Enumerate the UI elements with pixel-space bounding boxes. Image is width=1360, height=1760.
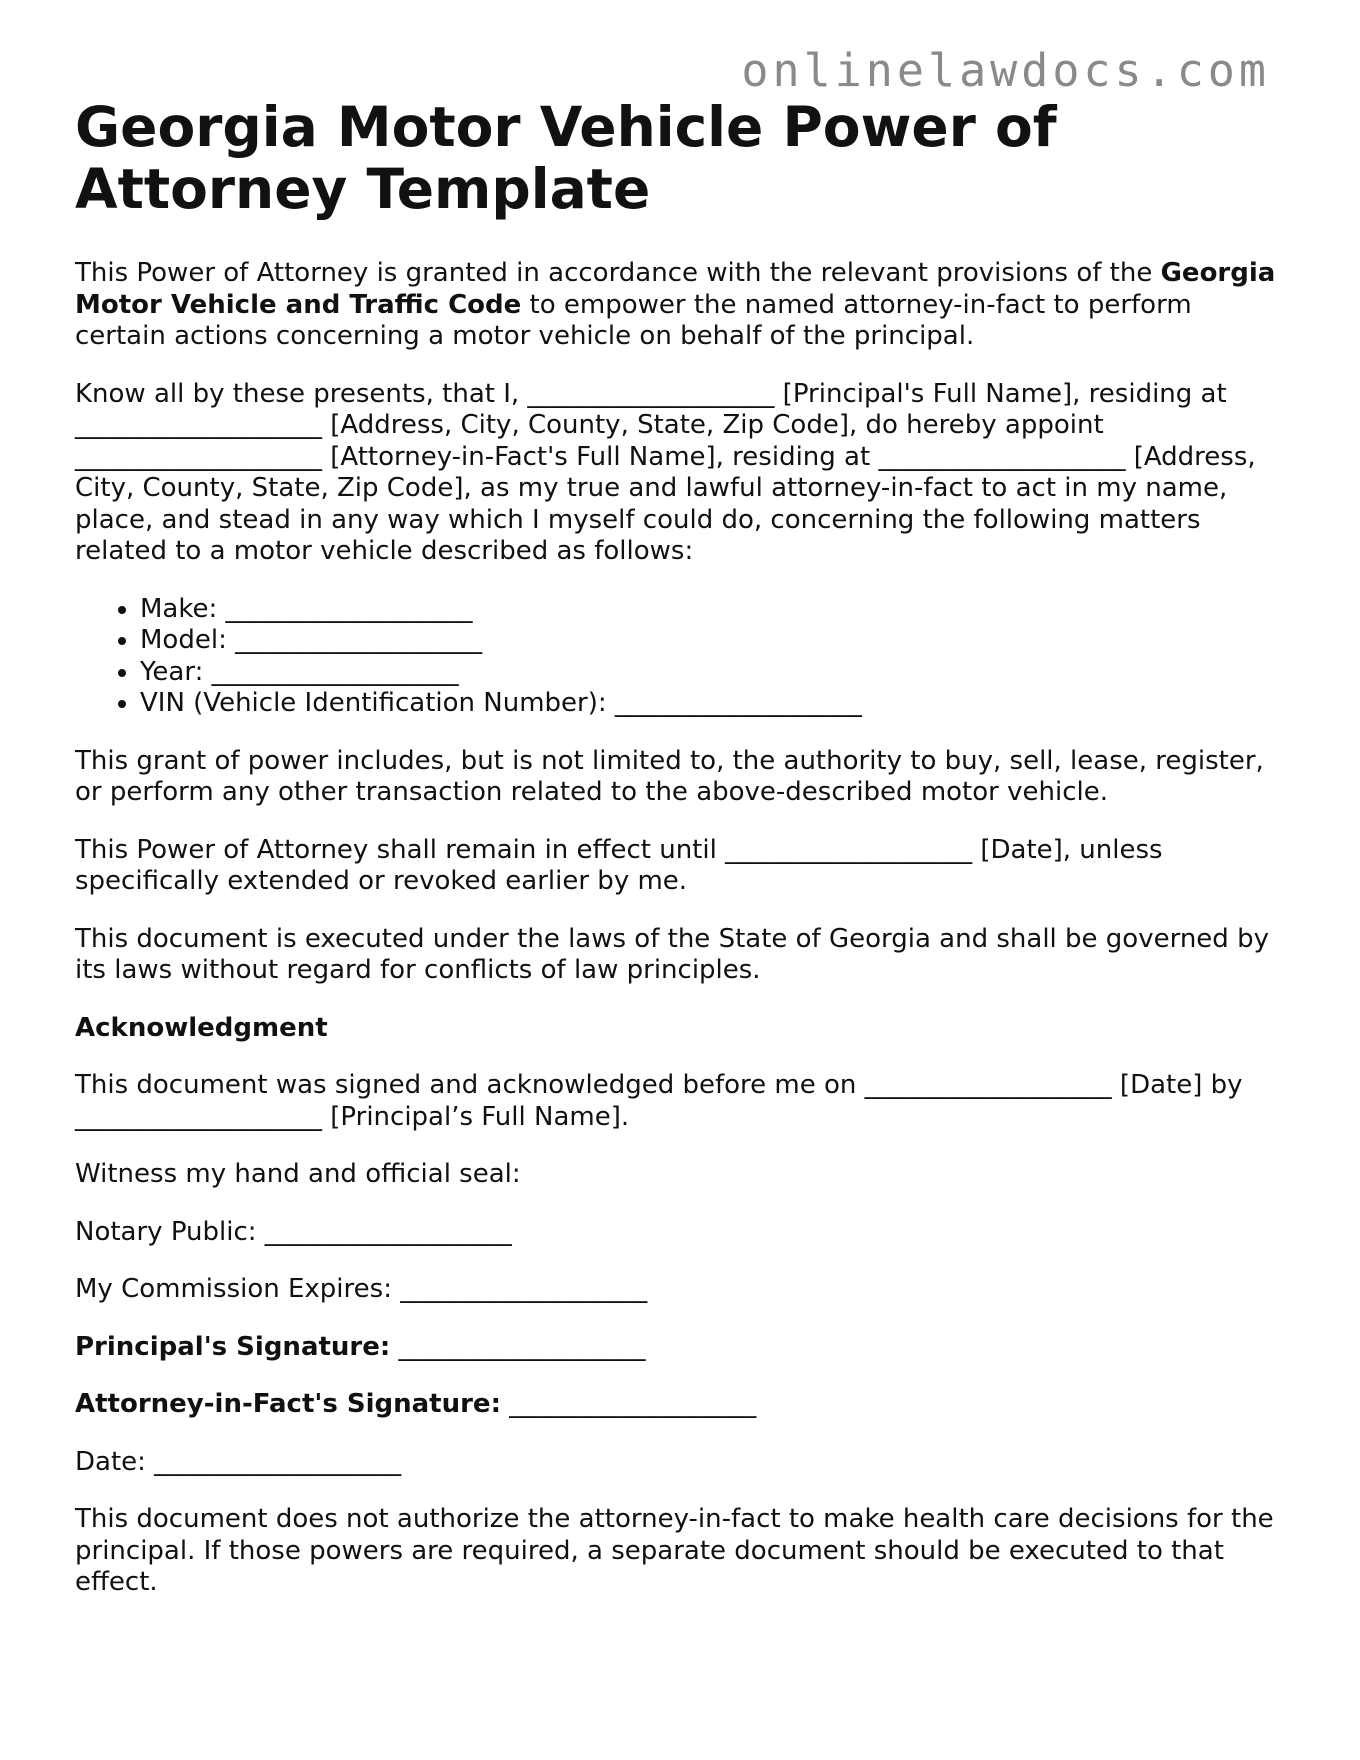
duration-text-1: This Power of Attorney shall remain in effect until	[75, 834, 726, 865]
vin-blank[interactable]: ___________________	[614, 688, 862, 718]
watermark: onlinelawdocs.com	[741, 44, 1270, 97]
code-name: Georgia Motor Vehicle and Traffic Code	[75, 258, 1276, 320]
intro-text-1: This Power of Attorney is granted in accordance with the relevant provisions of the	[75, 258, 1161, 288]
appointment-text-1: Know all by these presents, that I,	[75, 378, 528, 409]
commission-label: My Commission Expires:	[75, 1274, 401, 1304]
notary-line	[75, 1217, 1285, 1249]
attorney-signature-line	[75, 1389, 1285, 1421]
governing-law-paragraph: This document is executed under the laws of the State of Georgia and shall be governed by its laws without regard for conflicts of law principles.	[75, 923, 1269, 985]
list-item	[140, 688, 1285, 720]
make-label: Make:	[140, 593, 226, 624]
principal-name-blank[interactable]: ___________________	[527, 378, 775, 409]
ack-date-blank[interactable]: ___________________	[864, 1070, 1112, 1100]
acknowledgment-paragraph	[75, 1070, 1285, 1133]
appointment-text-2: [Principal's Full Name], residing at	[774, 378, 1227, 409]
vehicle-details-list	[75, 594, 1285, 720]
witness-line: Witness my hand and official seal:	[75, 1159, 521, 1189]
model-label: Model:	[140, 625, 236, 655]
principal-address-blank[interactable]: ___________________	[75, 410, 322, 440]
duration-paragraph	[75, 835, 1285, 898]
vin-label: VIN (Vehicle Identification Number):	[140, 688, 615, 718]
list-item	[140, 657, 1285, 689]
principal-signature-label: Principal's Signature:	[75, 1331, 391, 1362]
appointment-paragraph	[75, 379, 1285, 568]
attorney-name-blank[interactable]: ___________________	[75, 441, 322, 472]
commission-blank[interactable]: ___________________	[400, 1274, 648, 1304]
attorney-address-blank[interactable]: ___________________	[878, 441, 1126, 472]
principal-signature-line	[75, 1332, 1285, 1364]
document-body	[75, 96, 1285, 1625]
ack-text-2: [Date] by	[1111, 1070, 1243, 1100]
duration-text-2: [Date], unless specifically extended or revoked earlier by me.	[75, 834, 1163, 896]
grant-paragraph: This grant of power includes, but is not limited to, the authority to buy, sell, lease, register, or perform any other transaction related to the above-described motor vehicle.	[75, 745, 1264, 807]
model-blank[interactable]: ___________________	[235, 625, 483, 655]
document-title: Georgia Motor Vehicle Power of Attorney Template	[75, 95, 1057, 221]
make-blank[interactable]: ___________________	[225, 593, 473, 624]
attorney-signature-label: Attorney-in-Fact's Signature:	[75, 1389, 501, 1419]
list-item	[140, 594, 1285, 626]
notary-blank[interactable]: ___________________	[264, 1216, 512, 1247]
notary-label: Notary Public:	[75, 1216, 265, 1247]
list-item	[140, 625, 1285, 657]
appointment-text-5: [Address, City, County, State, Zip Code], as my true and lawful attorney-in-fact to act in my name, place, and stead in any way which I myself could do, concerning the following matters related to a motor vehicle described as follows:	[75, 441, 1256, 566]
ack-text-3: [Principal’s Full Name].	[322, 1101, 630, 1132]
appointment-text-3: [Address, City, County, State, Zip Code], do hereby appoint	[322, 410, 1104, 440]
attorney-signature-blank[interactable]: ___________________	[509, 1389, 757, 1419]
intro-text-2: to empower the named attorney-in-fact to perform certain actions concerning a motor vehicle on behalf of the principal.	[75, 289, 1192, 351]
acknowledgment-heading: Acknowledgment	[75, 1012, 328, 1043]
intro-paragraph	[75, 258, 1285, 353]
principal-signature-blank[interactable]: ___________________	[398, 1331, 646, 1362]
date-line	[75, 1447, 1285, 1479]
commission-line	[75, 1274, 1285, 1306]
year-blank[interactable]: ___________________	[211, 656, 459, 687]
date-label: Date:	[75, 1446, 155, 1477]
end-date-blank[interactable]: ___________________	[725, 834, 973, 865]
appointment-text-4: [Attorney-in-Fact's Full Name], residing at	[322, 441, 879, 472]
year-label: Year:	[140, 656, 212, 687]
ack-text-1: This document was signed and acknowledged before me on	[75, 1070, 865, 1100]
disclaimer-paragraph: This document does not authorize the attorney-in-fact to make health care decisions for the principal. If those powers are required, a separate document should be executed to that effect.	[75, 1504, 1274, 1597]
signature-date-blank[interactable]: ___________________	[154, 1446, 402, 1477]
ack-principal-blank[interactable]: ___________________	[75, 1101, 322, 1132]
